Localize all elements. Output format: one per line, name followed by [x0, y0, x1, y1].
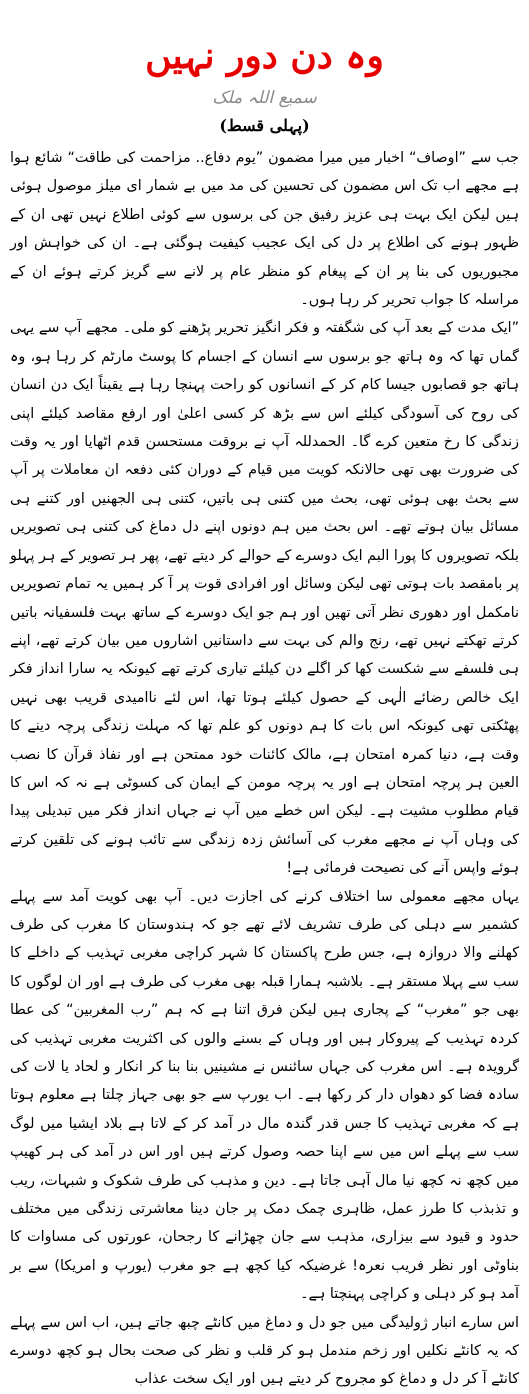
author-byline: سمیع اللہ ملک — [212, 88, 317, 108]
article-paragraph: اس سارے انبار ژولیدگی میں جو دل و دماغ میں کانٹے چبھ جاتے ہیں، اب اس سے پہلے کہ یہ کانٹے نکلیں اور زخم مندمل ہو کر قلب و نظر کی صحت بحال ہو کچھ دوسرے کانٹے آ کر دل و دماغ کو مجروح کر دیتے ہیں اور ایک سخت عذاب — [10, 1314, 519, 1388]
part-label: (پہلی قسط) — [219, 116, 310, 135]
article-paragraph: جب سے ”اوصاف“ اخبار میں میرا مضمون ”یوم دفاع.. مزاحمت کی طاقت“ شائع ہوا ہے مجھے اب تک اس مضمون کی تحسین کی مد میں بے شمار ای میلز موصول ہوئی ہیں لیکن ایک بہت ہی عزیز رفیق جن کی برسوں سے کوئی اطلاع نہیں تھی ان کے ظہور ہونے کی اطلاع پر دل کی ایک عجیب کیفیت ہوگئی ہے۔ ان کی خواہش اور مجبوریوں کی بنا پر ان کے پیغام کو منظر عام پر لانے سے گریز کرتے ہوئے ان کے مراسلہ کا جواب تحریر کر رہا ہوں۔ — [10, 150, 519, 309]
article-page — [0, 34, 529, 1388]
article-body — [10, 144, 519, 1394]
article-title: وہ دن دور نہیں — [145, 35, 384, 77]
article-paragraph: ”ایک مدت کے بعد آپ کی شگفتہ و فکر انگیز تحریر پڑھنے کو ملی۔ مجھے آپ سے یہی گماں تھا کہ وہ ہاتھ جو برسوں سے انسان کے اجسام کا پوسٹ مارٹم کر رہا ہو، وہ ہاتھ جو قصابوں جیسا کام کر کے انسانوں کو راحت پہنچا رہا ہے یقیناً ایک دن انسان کی روح کی آسودگی کیلئے اس سے بڑھ کر کسی اعلیٰ اور ارفع مقاصد کیلئے اپنی زندگی کا رخ متعین کرے گا۔ الحمدللہ آپ نے بروقت مستحسن قدم اٹھایا اور یہ وقت کی ضرورت بھی تھی حالانکہ کویت میں قیام کے دوران کئی دفعہ ان معاملات پر آپ سے بحث بھی ہوئی تھی، بحث میں کتنی ہی باتیں، کتنی ہی الجھنیں اور کتنے ہی مسائل بیان ہوتے تھے۔ اس بحث میں ہم دونوں اپنے دل دماغ کی کتنی ہی تصویریں بلکہ تصویروں کا پورا البم ایک دوسرے کے حوالے کر دیتے تھے، پھر ہر تصویر کے ہر پہلو پر بامقصد بات ہوتی تھی لیکن وسائل اور افرادی قوت پر آ کر ہمیں یہ تمام تصویریں نامکمل اور دھوری نظر آتی تھیں اور ہم جو ایک دوسرے کے ساتھ بہت فلسفیانہ باتیں کرتے تھکتے نہیں تھے، رنج والم کی بہت سے داستانیں اشاروں میں بیان کرتے تھے، اپنے ہی فلسفے سے شکست کھا کر اگلے دن کیلئے تیاری کرتے تھے کیونکہ یہ سارا انداز فکر ایک خالص رضائے الٰہی کے حصول کیلئے ہوتا تھا، اس لئے ناامیدی قریب بھی نہیں پھٹکتی تھی کیونکہ اس بات کا ہم دونوں کو علم تھا کہ مہلت زندگی پرچہ دینے کا وقت ہے، دنیا کمرہ امتحان ہے، مالک کائنات خود ممتحن ہے اور نفاذ قرآن کا نصب العین ہر پرچہ امتحان ہے اور یہ پرچہ مومن کے ایمان کی کسوٹی ہے نہ کہ اس کا قیام مطلوب مشیت ہے۔ لیکن اس خطے میں آپ نے جہاں انداز فکر میں تبدیلی پیدا کی وہاں آپ نے مجھے مغرب کی آسائش زدہ زندگی سے تائب ہونے کی تلقین کرتے ہوئے واپس آنے کی نصیحت فرمائی ہے! — [10, 320, 519, 877]
article-paragraph: یہاں مجھے معمولی سا اختلاف کرنے کی اجازت دیں۔ آپ بھی کویت آمد سے پہلے کشمیر سے دہلی کی طرف تشریف لائے تھے جو کہ ہندوستان کا مغرب کی طرف کھلنے والا دروازہ ہے، جس طرح پاکستان کا شہر کراچی مغربی تہذیب کے داخلے کا سب سے پہلا مستقر ہے۔ بلاشبہ ہمارا قبلہ بھی مغرب کی طرف ہے اور ان لوگوں کا بھی جو ”مغرب“ کے پجاری ہیں لیکن فرق اتنا ہے کہ ہم ”رب المغربین“ کی عطا کردہ تہذیب کے پیروکار ہیں اور وہاں کے بسنے والوں کی اکثریت مغربی تہذیب کی گرویدہ ہے۔ اس مغرب کی جہاں سائنس نے مشینیں بنا بنا کر انکار و لحاد یا لات کی سادہ فضا کو دھواں دار کر رکھا ہے۔ اب یورپ سے جو بھی جہاز چلتا ہے معلوم ہوتا ہے کہ مغربی تہذیب کا جس قدر گندہ مال در آمد کر کے لاتا ہے بلاد ایشیا میں لوگ سب سے پہلے اس میں سے اپنا حصہ وصول کرتے ہیں اور اس در آمد کی ہر کھیپ میں کچھ نہ کچھ نیا مال آہی جاتا ہے۔ دین و مذہب کی طرف شکوک و شبہات، ریب و تذبذب کا طرز عمل، ظاہری چمک دمک پر جان دینا معاشرتی زندگی میں مختلف حدود و قیود سے بیزاری، مذہب سے جان چھڑانے کا رجحان، عورتوں کی مساوات کا بناوٹی اور نظر فریب نعرہ! غرضیکہ کیا کچھ ہے جو مغرب (یورپ و امریکا) سے بر آمد ہو کر دہلی و کراچی پہنچتا ہے۔ — [10, 888, 519, 1303]
